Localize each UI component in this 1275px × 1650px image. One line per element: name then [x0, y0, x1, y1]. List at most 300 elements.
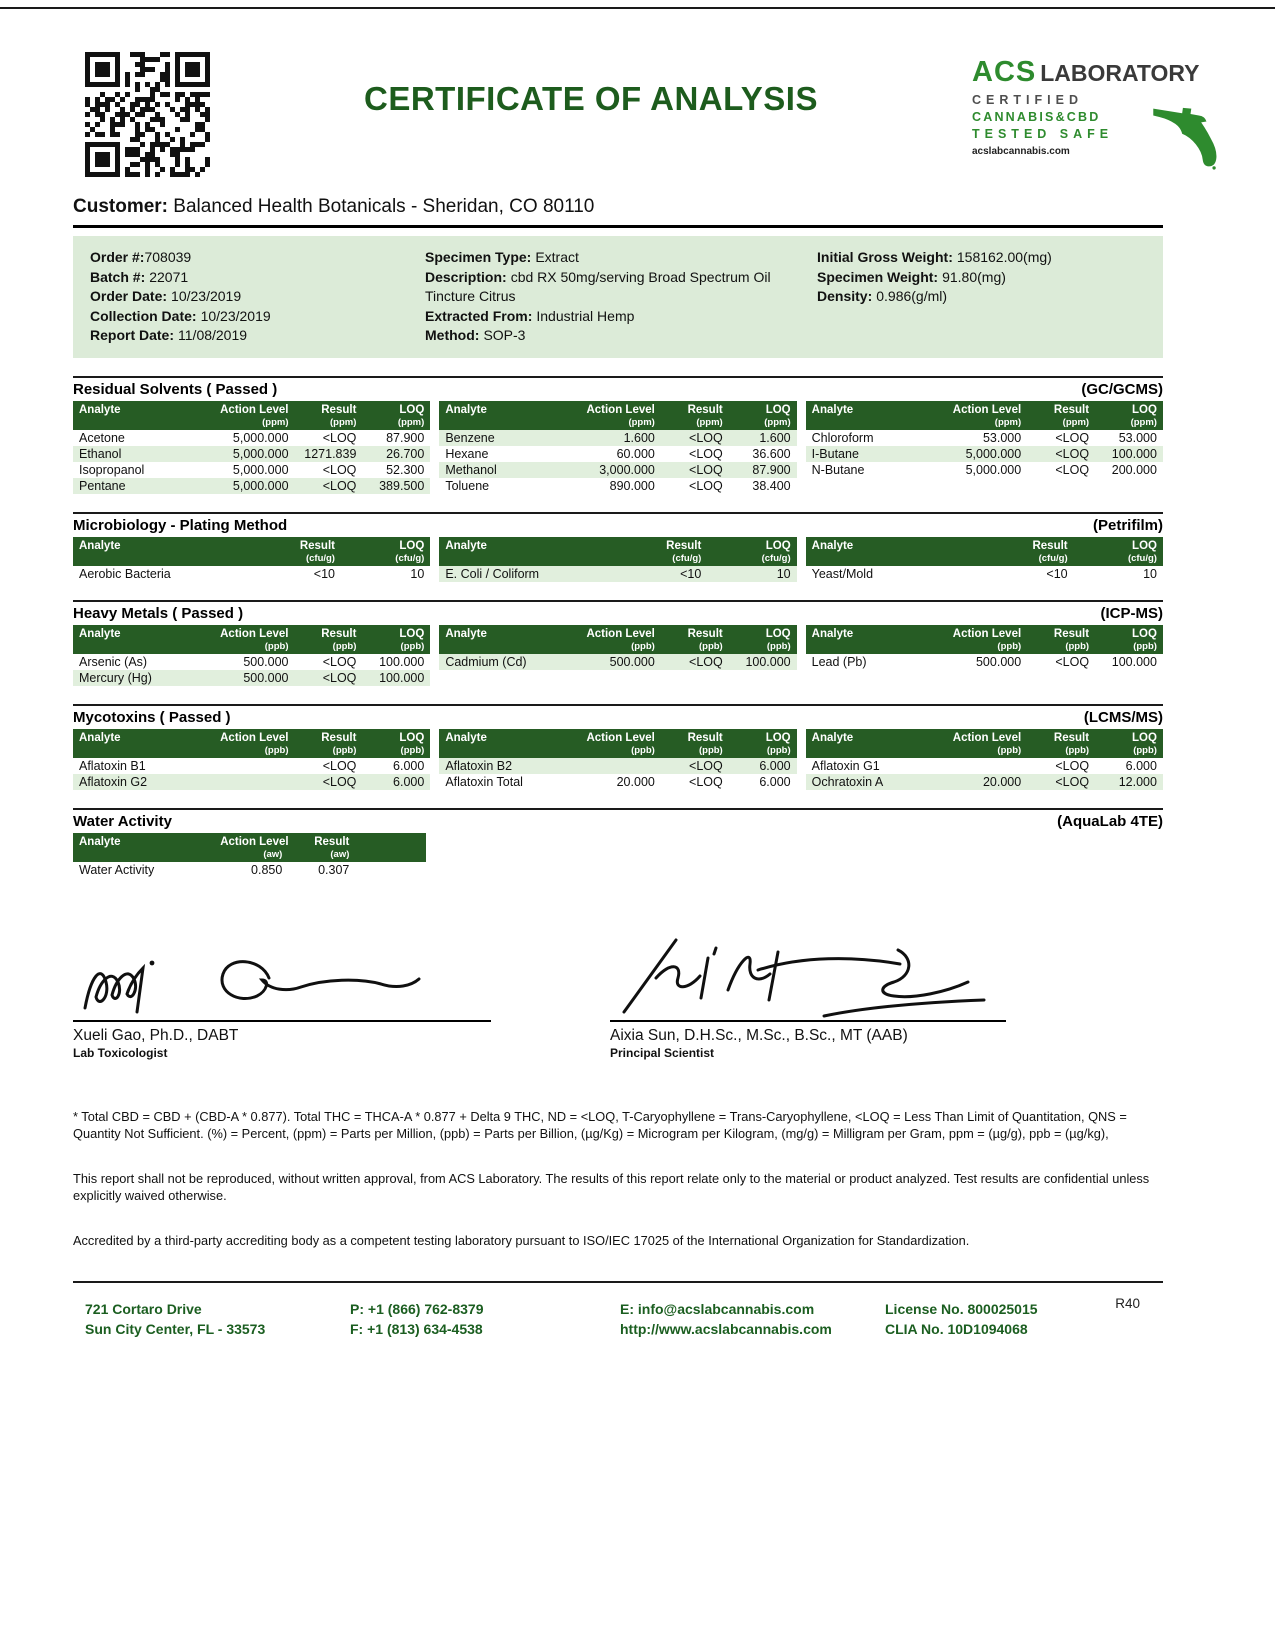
- column-header-analyte: Analyte: [445, 539, 487, 552]
- section-tables: [73, 833, 1163, 878]
- section-microbiology: [73, 512, 1163, 582]
- table-header-row: [439, 729, 796, 758]
- table-row: [439, 430, 796, 446]
- value-cell: 36.600: [752, 446, 791, 461]
- value-cell: 6.000: [1125, 758, 1157, 773]
- fax-number: F: +1 (813) 634-4538: [350, 1321, 483, 1337]
- analyte-cell: Cadmium (Cd): [445, 654, 527, 669]
- info-value: Extract: [535, 249, 579, 265]
- section-method: (LCMS/MS): [1083, 708, 1163, 726]
- table-row: [73, 862, 426, 878]
- analyte-cell: Arsenic (As): [79, 654, 148, 669]
- analyte-cell: Pentane: [79, 478, 126, 493]
- handwritten-signature-icon: [73, 934, 493, 1034]
- mycotoxins-table-3: [806, 729, 1163, 790]
- value-cell: <LOQ: [689, 478, 723, 493]
- value-cell: <LOQ: [1055, 430, 1090, 445]
- table-row: [439, 462, 796, 478]
- website-url: http://www.acslabcannabis.com: [620, 1321, 832, 1337]
- value-cell: [202, 758, 295, 774]
- qr-code-icon: [85, 52, 210, 177]
- value-cell: [934, 758, 1027, 774]
- section-method: (Petrifilm): [1092, 516, 1163, 534]
- address-line-2: Sun City Center, FL - 33573: [85, 1321, 266, 1337]
- section-title: Heavy Metals ( Passed ): [73, 604, 244, 622]
- section-method: (GC/GCMS): [1081, 380, 1163, 398]
- section-tables: [73, 729, 1163, 790]
- microbiology-table-2: [439, 537, 796, 582]
- table-header-row: [806, 729, 1163, 758]
- table-row: [73, 758, 430, 774]
- info-row: [425, 268, 797, 307]
- analyte-cell: N-Butane: [811, 462, 865, 477]
- column-header-analyte: Analyte: [79, 627, 121, 640]
- table-header-row: [73, 729, 430, 758]
- table-row: [439, 774, 796, 790]
- column-header-result: Result (ppb): [687, 731, 723, 756]
- clia-number: CLIA No. 10D1094068: [885, 1321, 1028, 1337]
- water-activity-table: [73, 833, 426, 878]
- analyte-cell: Water Activity: [79, 862, 155, 877]
- value-cell: <LOQ: [322, 774, 357, 789]
- analyte-cell: Chloroform: [811, 430, 874, 445]
- value-cell: 5,000.000: [232, 462, 289, 477]
- order-info-column: [90, 248, 425, 346]
- value-cell: <LOQ: [322, 462, 357, 477]
- table-header-row: [73, 401, 430, 430]
- value-cell: 5,000.000: [232, 430, 289, 445]
- value-cell: [202, 774, 295, 790]
- table-row: [806, 462, 1163, 478]
- value-cell: <LOQ: [1055, 446, 1090, 461]
- table-row: [439, 446, 796, 462]
- info-value: 708039: [144, 249, 192, 265]
- section-title: Microbiology - Plating Method: [73, 516, 288, 534]
- section-tables: [73, 401, 1163, 494]
- analyte-cell: Aerobic Bacteria: [79, 566, 171, 581]
- column-header-result: Result (ppb): [1053, 627, 1090, 652]
- table-row: [73, 670, 430, 686]
- section-title: Water Activity: [73, 812, 172, 830]
- logo-certified-text: CERTIFIED: [972, 93, 1083, 107]
- value-cell: 100.000: [379, 654, 425, 669]
- info-label: Collection Date:: [90, 307, 197, 324]
- disclaimer-notes: [73, 1108, 1163, 1250]
- info-label: Report Date:: [90, 327, 175, 343]
- section-header: [73, 704, 1163, 729]
- info-row: [90, 287, 425, 307]
- info-value: 158162.00(mg): [956, 249, 1052, 265]
- value-cell: 87.900: [386, 430, 425, 445]
- value-cell: 200.000: [1111, 462, 1157, 477]
- section-method: (AquaLab 4TE): [1057, 812, 1163, 830]
- section-header: [73, 512, 1163, 537]
- microbiology-table-1: [73, 537, 430, 582]
- section-method: (ICP-MS): [1100, 604, 1163, 622]
- value-cell: 5,000.000: [965, 446, 1022, 461]
- table-header-row: [73, 625, 430, 654]
- value-cell: 500.000: [609, 654, 655, 669]
- value-cell: <LOQ: [322, 758, 357, 773]
- section-tables: [73, 537, 1163, 582]
- info-row: [425, 307, 797, 327]
- info-label: Initial Gross Weight:: [817, 249, 953, 265]
- value-cell: 10: [776, 566, 791, 581]
- section-header: [73, 376, 1163, 401]
- value-cell: 26.700: [386, 446, 425, 461]
- info-label: Extracted From:: [425, 307, 533, 324]
- column-header-result: Result (ppm): [687, 403, 723, 428]
- value-cell: 5,000.000: [965, 462, 1022, 477]
- value-cell: 53.000: [1118, 430, 1157, 445]
- value-cell: [568, 758, 661, 774]
- signatures-block: [73, 942, 1163, 1060]
- table-row: [73, 430, 430, 446]
- info-value: 0.986(g/ml): [876, 288, 948, 304]
- table-row: [806, 758, 1163, 774]
- value-cell: <10: [1046, 566, 1068, 581]
- phone-number: P: +1 (866) 762-8379: [350, 1301, 484, 1317]
- logo-acs-text: ACS: [972, 56, 1037, 88]
- column-header-loq: LOQ (ppb): [1132, 731, 1157, 756]
- value-cell: <LOQ: [689, 462, 723, 477]
- column-header-action-level: Action Level (aw): [220, 835, 289, 860]
- analyte-cell: I-Butane: [811, 446, 859, 461]
- analyte-cell: Isopropanol: [79, 462, 145, 477]
- footer-contact: [85, 1299, 1175, 1339]
- table-row: [73, 654, 430, 670]
- info-row: [817, 268, 1153, 288]
- table-header-row: [806, 401, 1163, 430]
- section-title: Mycotoxins ( Passed ): [73, 708, 231, 726]
- value-cell: 100.000: [1111, 446, 1157, 461]
- reproduction-note: This report shall not be reproduced, without written approval, from ACS Laboratory. The results of this report relate only to the material or product analyzed. Test results are confidential unless explicitly waived otherwise.: [73, 1170, 1150, 1203]
- info-value: 10/23/2019: [200, 307, 271, 324]
- value-cell: 87.900: [752, 462, 791, 477]
- column-header-analyte: Analyte: [79, 835, 121, 848]
- column-header-result: Result (aw): [314, 835, 350, 860]
- info-label: Batch #:: [90, 268, 146, 285]
- column-header-loq: LOQ (cfu/g): [395, 539, 425, 564]
- signature-lab-toxicologist: [73, 942, 491, 1060]
- signature-image: [73, 942, 491, 1022]
- section-tables: [73, 625, 1163, 686]
- customer-value: Balanced Health Botanicals - Sheridan, CO 80110: [173, 196, 595, 217]
- table-row: [73, 566, 430, 582]
- info-label: Specimen Type:: [425, 249, 532, 265]
- residual-solvents-table-2: [439, 401, 796, 494]
- column-header-action-level: Action Level (ppb): [952, 627, 1022, 652]
- value-cell: 12.000: [1118, 774, 1157, 789]
- table-row: [806, 654, 1163, 670]
- top-divider: [0, 7, 1275, 9]
- section-header: [73, 808, 1163, 833]
- value-cell: <LOQ: [689, 430, 723, 445]
- value-cell: 6.000: [759, 774, 791, 789]
- heavy-metals-table-2: [439, 625, 796, 686]
- info-label: Description:: [425, 268, 507, 285]
- value-cell: 53.000: [982, 430, 1022, 445]
- signature-principal-scientist: [610, 942, 1006, 1060]
- table-row: [73, 478, 430, 494]
- value-cell: <LOQ: [322, 654, 357, 669]
- column-header-analyte: Analyte: [811, 539, 854, 552]
- logo-wordmark: [972, 56, 1217, 89]
- value-cell: <10: [313, 566, 335, 581]
- residual-solvents-table-3: [806, 401, 1163, 494]
- analyte-cell: E. Coli / Coliform: [445, 566, 540, 581]
- column-header-result: Result (cfu/g): [666, 539, 702, 564]
- analyte-cell: Ethanol: [79, 446, 122, 461]
- value-cell: 100.000: [379, 670, 425, 685]
- value-cell: 6.000: [393, 758, 425, 773]
- section-mycotoxins: [73, 704, 1163, 790]
- table-row: [439, 654, 796, 670]
- analyte-cell: Aflatoxin B2: [445, 758, 513, 773]
- column-header-analyte: Analyte: [445, 627, 487, 640]
- info-row: [90, 268, 425, 288]
- analyte-cell: Aflatoxin G1: [811, 758, 880, 773]
- column-header-result: Result (ppb): [687, 627, 723, 652]
- column-header-action-level: Action Level (ppb): [586, 731, 655, 756]
- heavy-metals-table-1: [73, 625, 430, 686]
- value-cell: 5,000.000: [232, 446, 289, 461]
- signer-name: Xueli Gao, Ph.D., DABT: [73, 1026, 239, 1044]
- column-header-loq: LOQ (cfu/g): [761, 539, 791, 564]
- value-cell: <LOQ: [1055, 654, 1090, 669]
- table-row: [806, 566, 1163, 582]
- email-address: E: info@acslabcannabis.com: [620, 1301, 815, 1317]
- value-cell: 6.000: [393, 774, 425, 789]
- analyte-cell: Methanol: [445, 462, 497, 477]
- analyte-cell: Ochratoxin A: [811, 774, 884, 789]
- info-label: Order Date:: [90, 288, 168, 304]
- analyte-cell: Hexane: [445, 446, 489, 461]
- info-row: [425, 248, 797, 268]
- column-header-loq: LOQ (ppb): [765, 731, 791, 756]
- value-cell: 52.300: [386, 462, 425, 477]
- handwritten-signature-icon: [610, 924, 1010, 1034]
- analyte-cell: Aflatoxin Total: [445, 774, 523, 789]
- value-cell: 0.307: [318, 862, 350, 877]
- value-cell: 10: [410, 566, 425, 581]
- section-residual-solvents: [73, 376, 1163, 494]
- license-number: License No. 800025015: [885, 1301, 1038, 1317]
- footer-phone-fax: [350, 1299, 620, 1339]
- column-header-analyte: Analyte: [79, 539, 121, 552]
- info-label: Method:: [425, 327, 480, 343]
- value-cell: <LOQ: [689, 446, 723, 461]
- customer-label: Customer:: [73, 196, 169, 217]
- value-cell: 500.000: [975, 654, 1022, 669]
- info-value: SOP-3: [483, 327, 526, 343]
- specimen-info-box: [73, 236, 1163, 358]
- acs-laboratory-logo: [972, 56, 1217, 186]
- table-header-row: [806, 625, 1163, 654]
- info-value: 91.80(mg): [942, 268, 1006, 285]
- column-header-action-level: Action Level (ppm): [952, 403, 1022, 428]
- signer-role: Principal Scientist: [610, 1045, 715, 1060]
- info-label: Density:: [817, 288, 873, 304]
- document-revision-label: R40: [1115, 1296, 1140, 1311]
- value-cell: <LOQ: [689, 758, 723, 773]
- table-row: [439, 758, 796, 774]
- accreditation-note: Accredited by a third-party accrediting body as a competent testing laboratory pursuant to ISO/IEC 17025 of the International Organization for Standardization.: [73, 1232, 970, 1248]
- column-header-action-level: Action Level (ppm): [220, 403, 289, 428]
- info-label: Order #:: [90, 249, 145, 265]
- info-row: [425, 326, 797, 346]
- qr-code: [85, 52, 210, 177]
- table-header-row: [439, 401, 796, 430]
- column-header-result: Result (ppb): [321, 731, 357, 756]
- value-cell: 20.000: [616, 774, 655, 789]
- table-row: [806, 774, 1163, 790]
- residual-solvents-table-1: [73, 401, 430, 494]
- column-header-loq: LOQ (ppb): [1132, 627, 1157, 652]
- column-header-loq: LOQ (ppb): [765, 627, 791, 652]
- mycotoxins-table-2: [439, 729, 796, 790]
- info-row: [817, 287, 1153, 307]
- page-title: CERTIFICATE OF ANALYSIS: [364, 80, 818, 117]
- section-water-activity: [73, 808, 1163, 878]
- page-header: [0, 0, 1275, 186]
- section-heavy-metals: [73, 600, 1163, 686]
- table-row: [439, 566, 796, 582]
- analyte-cell: Acetone: [79, 430, 125, 445]
- table-row: [73, 774, 430, 790]
- table-header-row: [73, 537, 430, 566]
- logo-laboratory-text: LABORATORY: [1040, 60, 1200, 86]
- address-line-1: 721 Cortaro Drive: [85, 1301, 202, 1317]
- value-cell: <10: [680, 566, 702, 581]
- column-header-analyte: Analyte: [445, 731, 487, 744]
- info-value: Industrial Hemp: [536, 307, 635, 324]
- table-row: [73, 462, 430, 478]
- signer-role: Lab Toxicologist: [73, 1045, 168, 1060]
- value-cell: <LOQ: [1055, 758, 1090, 773]
- logo-tested-safe-text: TESTED SAFE: [972, 127, 1114, 141]
- value-cell: 38.400: [752, 478, 791, 493]
- column-header-result: Result (cfu/g): [299, 539, 335, 564]
- section-title: Residual Solvents ( Passed ): [73, 380, 278, 398]
- info-value: cbd RX 50mg/serving Broad Spectrum Oil Tincture Citrus: [425, 268, 771, 304]
- value-cell: 500.000: [243, 654, 289, 669]
- table-header-row: [806, 537, 1163, 566]
- column-header-loq: LOQ (ppm): [397, 403, 425, 428]
- analyte-cell: Mercury (Hg): [79, 670, 152, 685]
- value-cell: 500.000: [243, 670, 289, 685]
- column-header-analyte: Analyte: [811, 627, 854, 640]
- column-header-action-level: Action Level (ppb): [220, 627, 289, 652]
- column-header-result: Result (ppb): [1053, 731, 1090, 756]
- value-cell: 389.500: [379, 478, 425, 493]
- signer-name: Aixia Sun, D.H.Sc., M.Sc., B.Sc., MT (AAB): [610, 1026, 908, 1044]
- microbiology-table-3: [806, 537, 1163, 582]
- info-value: 11/08/2019: [178, 327, 248, 343]
- value-cell: <LOQ: [1055, 774, 1090, 789]
- customer-line: [73, 196, 1163, 228]
- column-header-action-level: Action Level (ppm): [586, 403, 655, 428]
- column-header-analyte: Analyte: [445, 403, 487, 416]
- florida-icon: [1151, 100, 1227, 177]
- column-header-analyte: Analyte: [811, 731, 854, 744]
- column-header-loq: LOQ (ppm): [1130, 403, 1157, 428]
- table-row: [806, 430, 1163, 446]
- specimen-info-column: [425, 248, 817, 346]
- analyte-cell: Yeast/Mold: [811, 566, 874, 581]
- column-header-result: Result (ppm): [321, 403, 357, 428]
- info-row: [90, 326, 425, 346]
- value-cell: 10: [1143, 566, 1157, 581]
- definitions-note: * Total CBD = CBD + (CBD-A * 0.877). Total THC = THCA-A * 0.877 + Delta 9 THC, ND = <LOQ, T-Caryophyllene = Trans-Caryophyllene, <LOQ = Less Than Limit of Quantitation, QNS = Quantity Not Sufficient. (%) = Percent, (ppm) = Parts per Million, (ppb) = Parts per Billion, (µg/Kg) = Microgram per Kilogram, (mg/g) = Milligram per Gram, ppm = (µg/g), ppb = (µg/kg),: [73, 1108, 1127, 1141]
- value-cell: 3,000.000: [599, 462, 655, 477]
- value-cell: <LOQ: [322, 430, 357, 445]
- column-header-action-level: Action Level (ppb): [952, 731, 1022, 756]
- value-cell: 100.000: [1111, 654, 1157, 669]
- info-row: [90, 248, 425, 268]
- value-cell: 890.000: [609, 478, 655, 493]
- value-cell: 1.600: [759, 430, 791, 445]
- column-header-loq: LOQ (ppb): [399, 627, 425, 652]
- table-header-row: [73, 833, 426, 862]
- value-cell: <LOQ: [322, 478, 357, 493]
- footer-address: [85, 1299, 350, 1339]
- column-header-result: Result (ppm): [1053, 403, 1090, 428]
- logo-cannabis-cbd-text: CANNABIS&CBD: [972, 110, 1101, 124]
- value-cell: <LOQ: [1055, 462, 1090, 477]
- info-value: 10/23/2019: [171, 288, 242, 304]
- info-row: [817, 248, 1153, 268]
- value-cell: 100.000: [745, 654, 791, 669]
- info-value: 22071: [149, 268, 189, 285]
- footer-email-web: [620, 1299, 885, 1339]
- info-row: [90, 307, 425, 327]
- table-header-row: [439, 625, 796, 654]
- analyte-cell: Aflatoxin B1: [79, 758, 146, 773]
- analyte-cell: Benzene: [445, 430, 495, 445]
- column-header-result: Result (ppb): [321, 627, 357, 652]
- column-header-loq: LOQ (cfu/g): [1127, 539, 1157, 564]
- column-header-analyte: Analyte: [79, 731, 121, 744]
- table-row: [73, 446, 430, 462]
- column-header-analyte: Analyte: [811, 403, 854, 416]
- value-cell: 0.850: [251, 862, 283, 877]
- logo-website-text: acslabcannabis.com: [972, 146, 1070, 157]
- table-header-row: [439, 537, 796, 566]
- value-cell: 60.000: [616, 446, 655, 461]
- value-cell: 5,000.000: [232, 478, 289, 493]
- weight-info-column: [817, 248, 1153, 346]
- value-cell: 1271.839: [304, 446, 357, 461]
- column-header-result: Result (cfu/g): [1032, 539, 1068, 564]
- column-header-loq: LOQ (ppb): [399, 731, 425, 756]
- footer-divider: [73, 1281, 1163, 1283]
- info-label: Specimen Weight:: [817, 268, 939, 285]
- mycotoxins-table-1: [73, 729, 430, 790]
- value-cell: <LOQ: [322, 670, 357, 685]
- heavy-metals-table-3: [806, 625, 1163, 686]
- column-header-analyte: Analyte: [79, 403, 121, 416]
- value-cell: 20.000: [982, 774, 1022, 789]
- value-cell: <LOQ: [689, 654, 723, 669]
- section-header: [73, 600, 1163, 625]
- column-header-loq: LOQ (ppm): [764, 403, 791, 428]
- signature-image: [610, 942, 1006, 1022]
- analyte-cell: Toluene: [445, 478, 490, 493]
- column-header-action-level: Action Level (ppb): [220, 731, 289, 756]
- column-header-action-level: Action Level (ppb): [586, 627, 655, 652]
- analyte-cell: Lead (Pb): [811, 654, 867, 669]
